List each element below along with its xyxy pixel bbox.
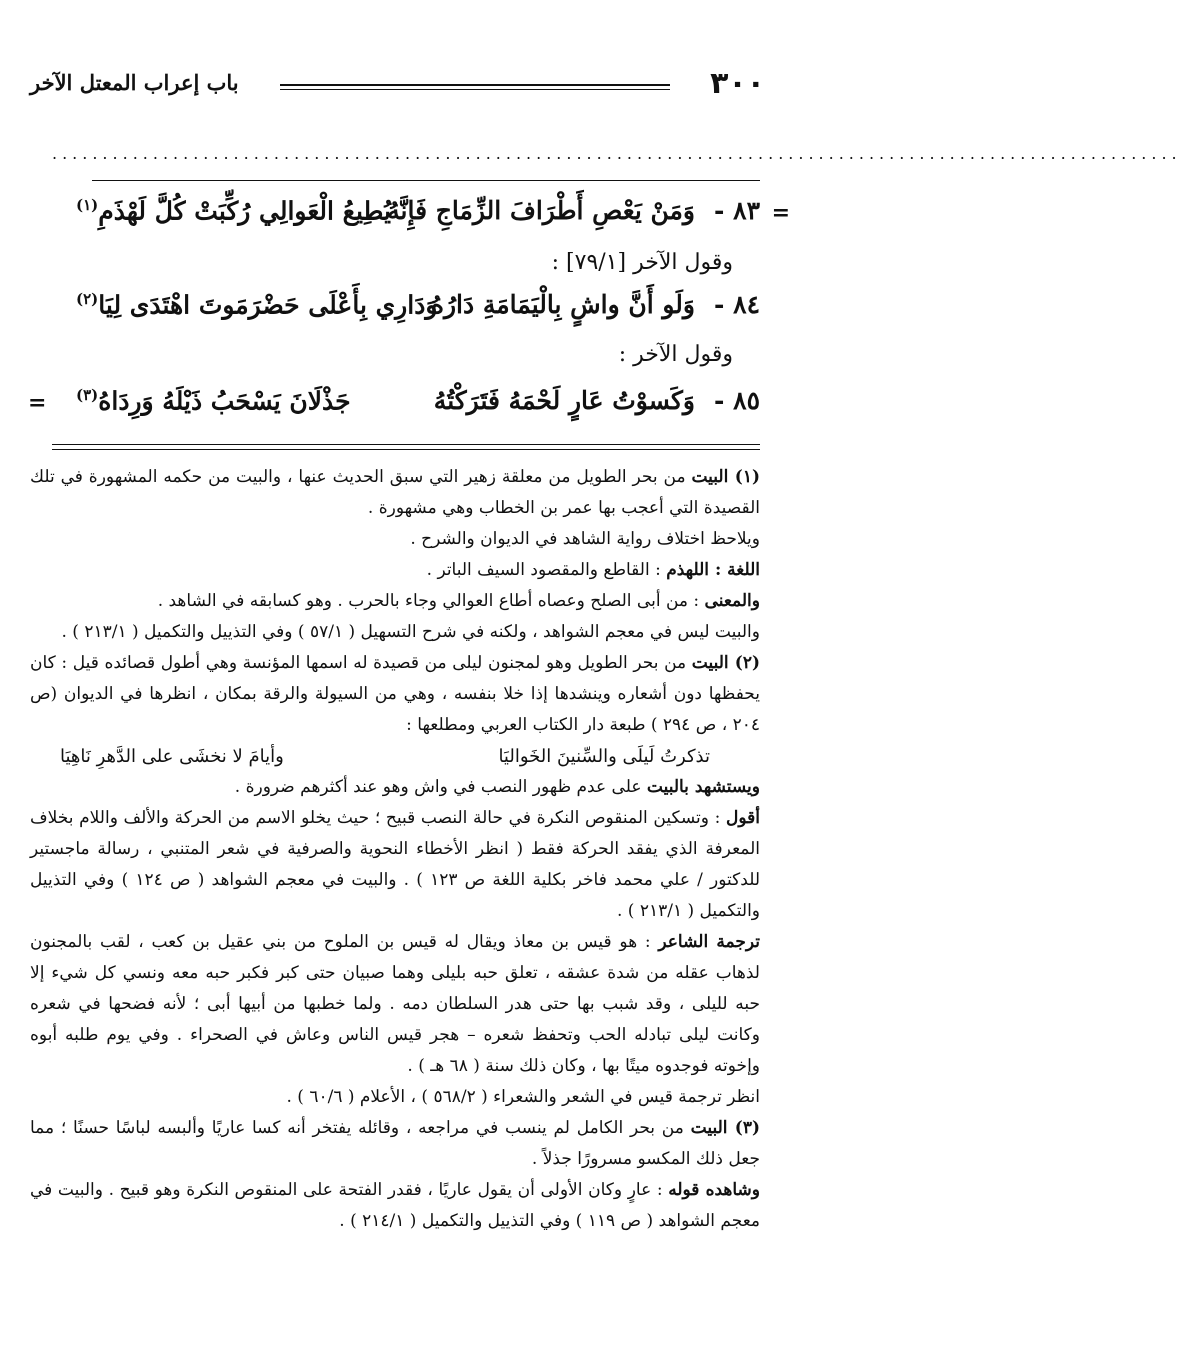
verse-number: ٨٥ - — [714, 386, 760, 415]
footnote-text: : عارٍ وكان الأولى أن يقول عاريًا ، فقدر الفتحة على المنقوص النكرة وهو قبيح . والبيت في معجم الشواهد ( ص ١١٩ ) وفي التذييل والتكميل ( ٢١٤/١ ) . — [30, 1180, 760, 1231]
footnote-2 — [30, 648, 760, 741]
footnote-lead: (٢) البيت — [691, 653, 760, 673]
page-header — [30, 66, 765, 106]
footnote-2-comment — [30, 803, 760, 927]
footnote-lead: ويستشهد بالبيت — [646, 777, 760, 797]
footnote-1-source: والبيت ليس في معجم الشواهد ، ولكنه في شرح التسهيل ( ٥٧/١ ) وفي التذييل والتكميل ( ٢١٣/١ ) . — [61, 622, 760, 642]
footnote-2-biography — [30, 927, 760, 1082]
footnote-ref: (٣) — [76, 386, 99, 404]
verse-second-hemistich — [70, 290, 437, 319]
header-rule — [280, 84, 670, 86]
footnote-1-line: ويلاحظ اختلاف رواية الشاهد في الديوان والشرح . — [410, 529, 760, 549]
footnote-text: : من أبى الصلح وعصاه أطاع العوالي وجاء بالحرب . وهو كسابقه في الشاهد . — [157, 591, 705, 611]
footnote-separator-thin — [52, 449, 760, 450]
footnote-1-lexicon — [30, 555, 760, 586]
verse-second-hemistich — [70, 196, 391, 225]
footnote-text: : القاطع والمقصود السيف الباتر . — [426, 560, 667, 580]
verse-number: ٨٣ - — [714, 196, 760, 225]
footnote-ref: (١) — [76, 196, 99, 214]
verse-number: ٨٤ - — [714, 290, 760, 319]
footnotes — [30, 462, 760, 1237]
footnote-2-evidence — [30, 772, 760, 803]
footnote-lead: ترجمة الشاعر — [658, 932, 760, 952]
verse-first-hemistich: وَلَو أَنَّ واشٍ بِالْيَمَامَةِ دَارُهُ — [430, 290, 695, 319]
footnote-lead: (٣) البيت — [690, 1118, 760, 1138]
footnote-1 — [30, 462, 760, 524]
verse-second-hemistich-text: وَدَارِي بِأَعْلَى حَضْرَمَوتَ اهْتَدَى لِيَا — [98, 290, 438, 320]
verses-top-rule — [92, 180, 760, 181]
continuation-mark-end: = — [28, 390, 47, 416]
verse-84 — [70, 290, 760, 330]
quoted-verse-second-hemistich: وأيامَ لا نخشَى على الدَّهرِ نَاهِيَا — [60, 746, 284, 767]
footnote-ref: (٢) — [76, 290, 99, 308]
verse-second-hemistich-text: يُطِيعُ الْعَوالِي رُكِّبَتْ كُلَّ لَهْذَمِ — [98, 196, 391, 226]
footnote-3-evidence — [30, 1175, 760, 1237]
footnote-3 — [30, 1113, 760, 1175]
verse-second-hemistich — [70, 386, 351, 415]
footnote-text: من بحر الطويل من معلقة زهير التي سبق الحديث عنها ، والبيت من حكمه المشهورة في تلك القصيدة التي أعجب بها عمر بن الخطاب وهي مشهورة . — [30, 467, 760, 518]
verse-first-hemistich: وَكَسوْتُ عَارٍ لَحْمَهُ فَتَرَكْتُهُ — [433, 386, 695, 415]
footnote-lead: اللغة : اللهذم — [666, 560, 760, 580]
footnote-text: : وتسكين المنقوص النكرة في حالة النصب قبيح ؛ حيث يخلو الاسم من الحركة والألف واللام بخلاف المعرفة الذي يفقد الحركة فقط ( انظر الأخطاء النحوية والصرفية في شعر المتنبي ، رسالة ماجستير للدكتور / علي محمد فاخر بكلية اللغة ص ١٢٣ ) . والبيت في معجم الشواهد ( ص ١٢٤ ) وفي التذييل والتكميل ( ٢١٣/١ ) . — [30, 808, 760, 921]
verse-second-hemistich-text: جَذْلَانَ يَسْحَبُ ذَيْلَهُ وَرِدَاهُ — [98, 386, 351, 416]
footnote-text: على عدم ظهور النصب في واش وهو عند أكثرهم ضرورة . — [234, 777, 647, 797]
chapter-title: باب إعراب المعتل الآخر — [30, 70, 239, 95]
footnote-text: من بحر الكامل لم ينسب في مراجعه ، وقائله يفتخر أنه كسا عاريًا وألبسه لباسًا حسنًا ؛ مما جعل ذلك المكسو مسرورًا جذلاً . — [30, 1118, 760, 1169]
footnote-lead: والمعنى — [704, 591, 760, 611]
quoted-verse-first-hemistich: تذكرتُ لَيلَى والسِّنينَ الخَواليَا — [498, 746, 710, 767]
footnote-2-references: انظر ترجمة قيس في الشعر والشعراء ( ٥٦٨/٢ ) ، الأعلام ( ٦٠/٦ ) . — [286, 1087, 760, 1107]
verse-first-hemistich: وَمَنْ يَعْصِ أَطْرَافَ الزِّمَاجِ فَإِنَّهُ — [387, 196, 695, 225]
footnote-1-meaning — [30, 586, 760, 617]
page-number: ٣٠٠ — [710, 66, 765, 101]
quoted-verse — [30, 741, 760, 772]
verse-intro: وقول الآخر : — [618, 342, 733, 367]
verse-intro: وقول الآخر [٧٩/١] : — [551, 250, 733, 275]
footnote-lead: أقول — [726, 808, 760, 828]
header-rule-thin — [280, 89, 670, 90]
dotted-separator: ................................................................................................................ — [52, 144, 1182, 163]
verse-85 — [70, 386, 760, 426]
footnote-separator — [52, 444, 760, 445]
footnote-text: من بحر الطويل وهو لمجنون ليلى من قصيدة له اسمها المؤنسة وهي أطول قصائده قيل : كان يحفظها دون أشعاره وينشدها إذا خلا بنفسه ، وهي من السيولة والرقة بمكان ، انظرها في الديوان (ص ٢٠٤ ، ص ٢٩٤ ) طبعة دار الكتاب العربي ومطلعها : — [30, 653, 760, 735]
continuation-mark-start: = — [771, 200, 790, 226]
verse-83 — [70, 196, 760, 236]
footnote-lead: وشاهده قوله — [668, 1180, 760, 1200]
footnote-text: : هو قيس بن معاذ ويقال له قيس بن الملوح من بني عقيل بن كعب ، لقب بالمجنون لذهاب عقله من شدة عشقه ، تعلق حبه بليلى وهما صبيان حتى كبر فكبر حبه معه ونسي كل شيء إلا حبه لليلى ، وقد شبب بها حتى هدر السلطان دمه . ولما خطبها من أبيها أبى ؛ لأنه فضحها في شعره وكانت ليلى تبادله الحب وتحفظ شعره – هجر قيس الناس وعاش في الصحراء . وفي يوم طلبه أبوه وإخوته فوجدوه ميتًا بها ، وكان ذلك سنة ( ٦٨ هـ ) . — [30, 932, 760, 1076]
footnote-lead: (١) البيت — [691, 467, 760, 487]
